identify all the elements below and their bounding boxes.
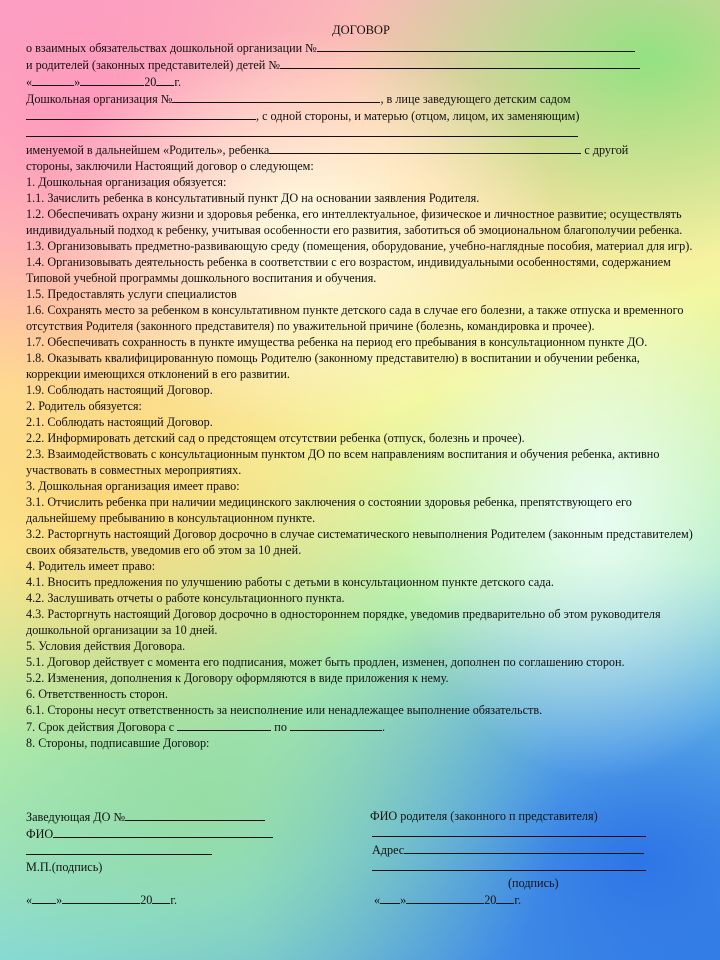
clause: 2. Родитель обязуется: [26, 399, 142, 413]
contract-clauses [26, 174, 696, 718]
blank-head-fio[interactable] [53, 825, 273, 838]
clause: 1.8. Оказывать квалифицированную помощь Родителю (законному представителю) в воспитании и обучении ребенка, коррекции имеющихся отклонений в его развитии. [26, 351, 640, 381]
blank-right-date-year[interactable] [496, 891, 514, 904]
address-line: Адрес [370, 841, 696, 858]
header-line-7: именуемой в дальнейшем «Родитель», ребенка с другой [26, 143, 629, 157]
blank-head-signer[interactable] [125, 808, 265, 821]
signature-left-column [26, 808, 356, 908]
clause: 2.1. Соблюдать настоящий Договор. [26, 415, 213, 429]
blank-head-name[interactable] [26, 107, 256, 120]
header-line-1: о взаимных обязательствах дошкольной организации № [26, 39, 696, 56]
clause: 6. Ответственность сторон. [26, 687, 168, 701]
term-line: 7. Срок действия Договора с по . [26, 720, 386, 734]
spacer [26, 875, 356, 891]
header-line-4: Дошкольная организация № , в лице заведующего детским садом [26, 92, 571, 106]
blank-right-date-day[interactable] [380, 891, 400, 904]
blank-child-name[interactable] [269, 141, 581, 154]
clause: 3.1. Отчислить ребенка при наличии медицинского заключения о состоянии здоровья ребенка, препятствующего его дальнейшему пребыванию в консультационном пункте. [26, 495, 632, 525]
header-line-8: стороны, заключили Настоящий договор о следующем: [26, 159, 314, 173]
clause: 4. Родитель имеет право: [26, 559, 156, 573]
clause: 1.9. Соблюдать настоящий Договор. [26, 383, 213, 397]
clause: 5.2. Изменения, дополнения к Договору оформляются в виде приложения к нему. [26, 671, 449, 685]
head-signer-line: Заведующая ДО № [26, 808, 356, 825]
clause: 5.1. Договор действует с момента его подписания, может быть продлен, изменен, дополнен по соглашению сторон. [26, 655, 625, 669]
blank-org-number-2[interactable] [172, 90, 380, 103]
blank-date-day[interactable] [32, 73, 74, 86]
blank-term-start[interactable] [177, 718, 271, 731]
clause: 5. Условия действия Договора. [26, 639, 186, 653]
left-date-line: « » 20 г. [26, 893, 178, 907]
clause: 1.1. Зачислить ребенка в консультативный пункт ДО на основании заявления Родителя. [26, 191, 480, 205]
clause: 1.6. Сохранять место за ребенком в консультативном пункте детского сада в случае его болезни, а также отпуска и временного отсутствия Родителя (законного представителя) по уважительной причине (болезнь, командировка и прочее). [26, 303, 684, 333]
blank-org-number[interactable] [317, 39, 635, 52]
header-line-2: и родителей (законных представителей) детей № [26, 56, 696, 73]
blank-left-date-month[interactable] [62, 891, 140, 904]
blank-left-date-year[interactable] [152, 891, 170, 904]
blank-address-2[interactable] [372, 858, 646, 871]
blank-date-year[interactable] [156, 73, 174, 86]
header-line-6 [26, 124, 696, 141]
clause: 4.2. Заслушивать отчеты о работе консультационного пункта. [26, 591, 345, 605]
clause: 3. Дошкольная организация имеет право: [26, 479, 240, 493]
clause: 4.1. Вносить предложения по улучшению работы с детьми в консультационном пункте детского сада. [26, 575, 554, 589]
clause: 3.2. Расторгнуть настоящий Договор досрочно в случае систематического невыполнения Родителем (законным представителем) своих обязательств, уведомив его об этом за 10 дней. [26, 527, 693, 557]
blank-line [26, 842, 356, 859]
blank-date-month[interactable] [80, 73, 144, 86]
signature-label: (подпись) [508, 876, 559, 890]
stamp-label: М.П.(подпись) [26, 860, 103, 874]
clause: 2.3. Взаимодействовать с консультационным пунктом ДО по всем направлениям воспитания и обучения ребенка, активно участвовать в совместных мероприятиях. [26, 447, 660, 477]
contract-document [26, 22, 696, 751]
clause: 1. Дошкольная организация обязуется: [26, 175, 227, 189]
clause: 1.3. Организовывать предметно-развивающую среду (помещения, оборудование, учебно-наглядные пособия, материал для игр). [26, 239, 693, 253]
blank-right-date-month[interactable] [406, 891, 484, 904]
parent-label: ФИО родителя (законного п представителя) [370, 809, 598, 823]
blank-parent-name[interactable] [26, 124, 578, 137]
fio-line: ФИО [26, 825, 356, 842]
blank-left-date-day[interactable] [32, 891, 56, 904]
clause: 2.2. Информировать детский сад о предстоящем отсутствии ребенка (отпуск, болезнь и прочее). [26, 431, 525, 445]
blank-head-extra[interactable] [26, 842, 212, 855]
blank-term-end[interactable] [290, 718, 382, 731]
parent-blank-line [370, 824, 696, 841]
header-line-5: , с одной стороны, и матерью (отцом, лицом, их заменяющим) [26, 107, 696, 124]
clause: 4.3. Расторгнуть настоящий Договор досрочно в одностороннем порядке, уведомив предварительно об этом руководителя дошкольной организации за 10 дней. [26, 607, 661, 637]
document-title: ДОГОВОР [332, 23, 390, 37]
blank-parent-fio[interactable] [372, 824, 646, 837]
clause: 1.5. Предоставлять услуги специалистов [26, 287, 237, 301]
clause: 1.2. Обеспечивать охрану жизни и здоровья ребенка, его интеллектуальное, физическое и личностное развитие; осуществлять индивидуальный подход к ребенку, учитывая особенности его развития, заботиться об эмоциональном благополучии ребенка. [26, 207, 683, 237]
clause: 6.1. Стороны несут ответственность за неисполнение или ненадлежащее выполнение обязательств. [26, 703, 543, 717]
blank-children-number[interactable] [280, 56, 640, 69]
clause: 1.4. Организовывать деятельность ребенка в соответствии с его возрастом, индивидуальными особенностями, содержанием Типовой учебной программы дошкольного воспитания и обучения. [26, 255, 671, 285]
blank-address[interactable] [404, 841, 644, 854]
address-blank-line [370, 858, 696, 875]
signature-right-column [370, 808, 696, 908]
clause: 1.7. Обеспечивать сохранность в пункте имущества ребенка на период его пребывания в консультационном пункте ДО. [26, 335, 648, 349]
header-date-line: « » 20 г. [26, 75, 182, 89]
right-date-line: « » 20 г. [374, 893, 522, 907]
signers-heading: 8. Стороны, подписавшие Договор: [26, 736, 210, 750]
